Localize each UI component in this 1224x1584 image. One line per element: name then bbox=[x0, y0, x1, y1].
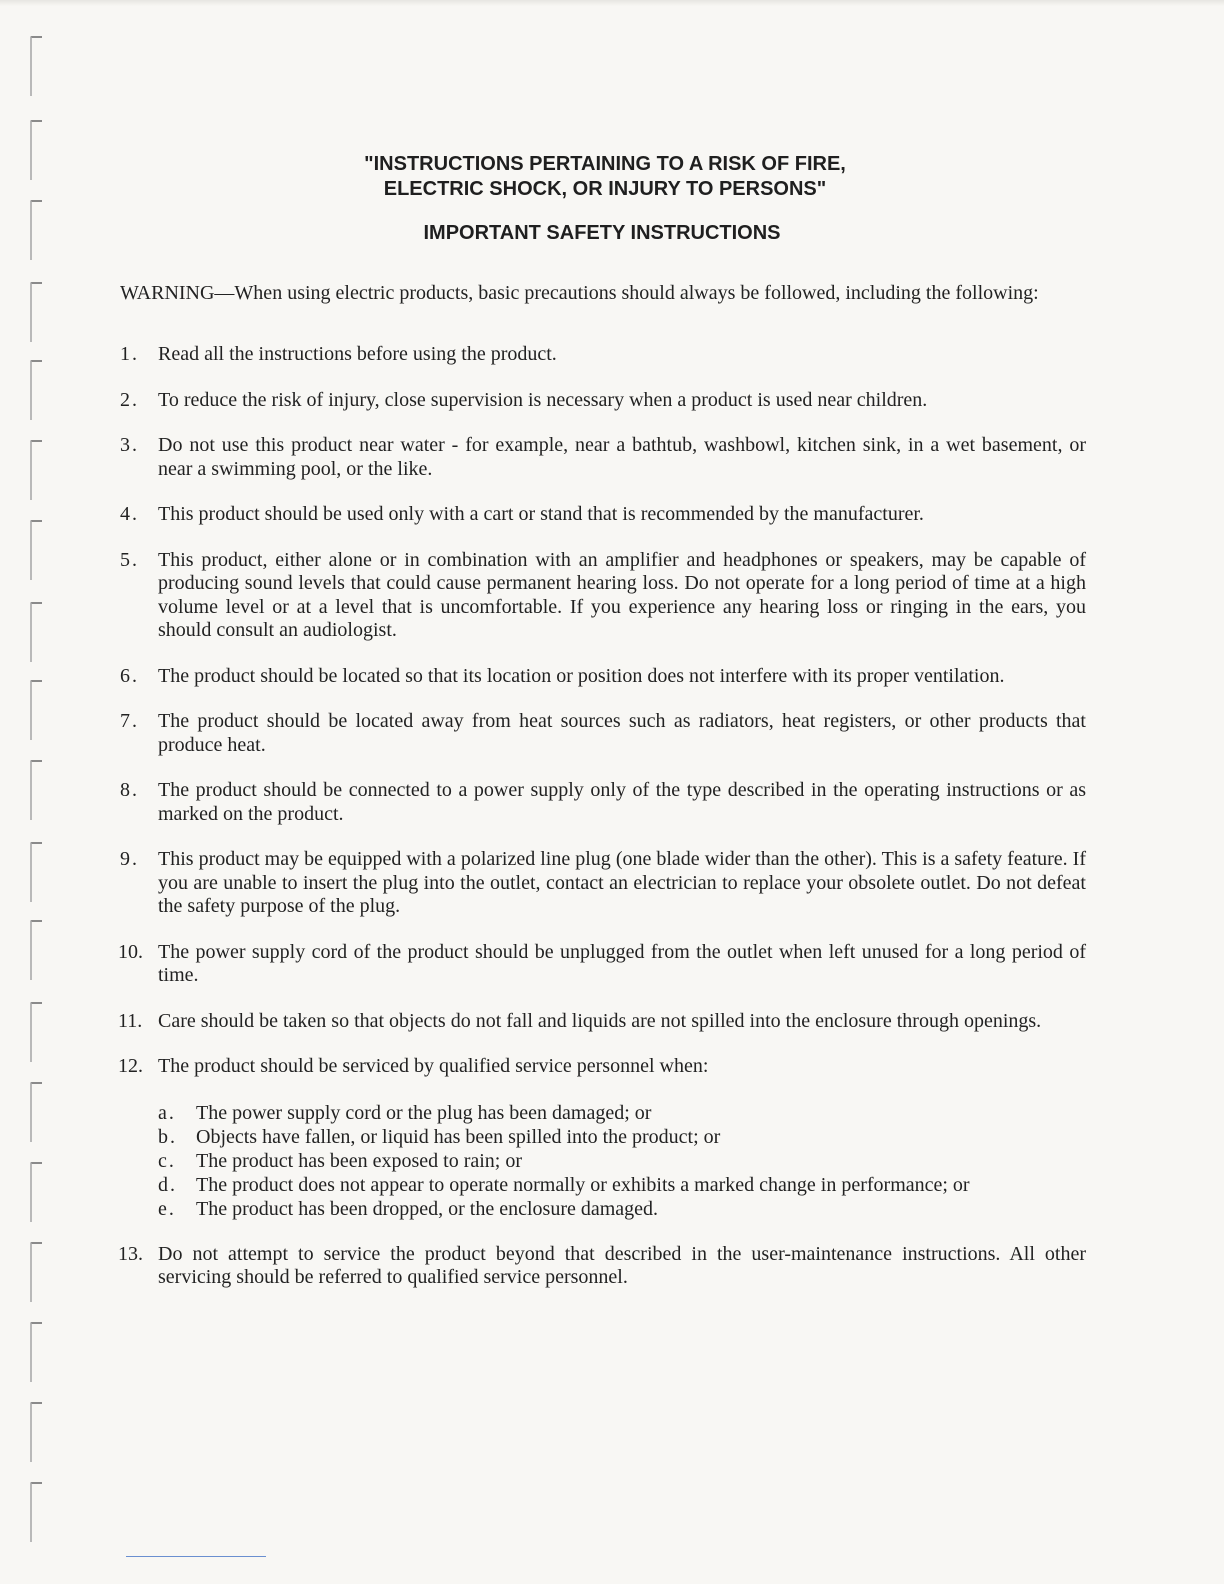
instruction-text: This product should be used only with a cart or stand that is recommended by the manufacturer. bbox=[158, 503, 924, 525]
service-condition-letter: a. bbox=[158, 1101, 176, 1124]
instruction-number: 2. bbox=[120, 388, 139, 411]
service-condition-item bbox=[158, 1125, 1086, 1149]
instruction-number: 13. bbox=[118, 1242, 143, 1265]
instruction-number: 8. bbox=[120, 779, 139, 801]
instruction-text: Care should be taken so that objects do not fall and liquids are not spilled into the enclosure through openings. bbox=[158, 1009, 1042, 1032]
instruction-text: Read all the instructions before using the product. bbox=[158, 343, 557, 365]
service-condition-item bbox=[158, 1149, 1086, 1173]
service-condition-letter: c. bbox=[158, 1149, 176, 1172]
page-top-edge bbox=[0, 0, 1224, 6]
instruction-text: The product should be located so that its location or position does not interfere with its proper ventilation. bbox=[158, 664, 1005, 687]
binding-hole bbox=[30, 440, 42, 500]
instruction-text: Do not attempt to service the product beyond that described in the user-maintenance instructions. All other servicing should be referred to qualified service personnel. bbox=[158, 1242, 1086, 1288]
binding-hole bbox=[30, 1482, 42, 1542]
instruction-number: 7. bbox=[120, 710, 139, 732]
instruction-text: Do not use this product near water - for example, near a bathtub, washbowl, kitchen sink, in a wet basement, or near a swimming pool, or the like. bbox=[158, 434, 1086, 480]
service-condition-text: Objects have fallen, or liquid has been spilled into the product; or bbox=[196, 1125, 721, 1148]
binding-hole bbox=[30, 1162, 42, 1222]
binding-hole bbox=[30, 200, 42, 260]
page-title-line-2: ELECTRIC SHOCK, OR INJURY TO PERSONS" bbox=[383, 178, 827, 200]
service-condition-item bbox=[158, 1101, 1086, 1125]
binding-hole bbox=[30, 282, 42, 342]
binding-hole bbox=[30, 1402, 42, 1462]
binding-hole bbox=[30, 1002, 42, 1062]
binding-hole bbox=[30, 920, 42, 980]
instruction-number: 12. bbox=[118, 1055, 143, 1077]
instruction-text: The power supply cord of the product should be unplugged from the outlet when left unused for a long period of time. bbox=[158, 940, 1086, 986]
page-subtitle-text: IMPORTANT SAFETY INSTRUCTIONS bbox=[423, 222, 781, 244]
binding-hole bbox=[30, 602, 42, 662]
binding-hole bbox=[30, 36, 42, 96]
instruction-item bbox=[118, 503, 1086, 527]
service-condition-item bbox=[158, 1197, 1086, 1221]
instruction-item bbox=[118, 343, 1086, 367]
instruction-item bbox=[118, 710, 1086, 757]
instruction-item bbox=[118, 389, 1086, 413]
service-condition-text: The product has been dropped, or the enclosure damaged. bbox=[196, 1197, 659, 1220]
instruction-item bbox=[118, 665, 1086, 689]
binding-hole bbox=[30, 842, 42, 902]
instruction-item bbox=[118, 779, 1086, 826]
binding-holes bbox=[22, 20, 52, 1560]
service-condition-letter: b. bbox=[158, 1125, 177, 1148]
page-title-line-1: "INSTRUCTIONS PERTAINING TO A RISK OF FIRE, bbox=[364, 153, 846, 175]
service-condition-letter: d. bbox=[158, 1173, 177, 1196]
binding-hole bbox=[30, 520, 42, 580]
instruction-number: 6. bbox=[120, 664, 139, 687]
instruction-text: The product should be connected to a power supply only of the type described in the operating instructions or as marked on the product. bbox=[158, 779, 1086, 825]
instruction-list bbox=[118, 343, 1086, 1312]
instruction-number: 9. bbox=[120, 848, 139, 870]
instruction-text: To reduce the risk of injury, close supervision is necessary when a product is used near children. bbox=[158, 388, 928, 411]
service-condition-text: The product does not appear to operate normally or exhibits a marked change in performance; or bbox=[196, 1173, 970, 1196]
instruction-number: 5. bbox=[120, 548, 139, 571]
binding-hole bbox=[30, 1322, 42, 1382]
instruction-text: The product should be located away from heat sources such as radiators, heat registers, or other products that produce heat. bbox=[158, 710, 1086, 756]
instruction-text: The product should be serviced by qualified service personnel when: bbox=[158, 1055, 709, 1077]
instruction-item bbox=[118, 1010, 1086, 1034]
binding-hole bbox=[30, 360, 42, 420]
instruction-number: 1. bbox=[120, 343, 139, 365]
binding-hole bbox=[30, 120, 42, 180]
instruction-item bbox=[118, 941, 1086, 988]
warning-paragraph: WARNING—When using electric products, basic precautions should always be followed, including the following: bbox=[120, 282, 1039, 304]
instruction-item bbox=[118, 549, 1086, 643]
service-condition-list bbox=[158, 1101, 1086, 1221]
binding-hole bbox=[30, 1242, 42, 1302]
service-condition-text: The product has been exposed to rain; or bbox=[196, 1149, 523, 1172]
instruction-text: This product, either alone or in combination with an amplifier and headphones or speakers, may be capable of producing sound levels that could cause permanent hearing loss. Do not operate for a long period of time at a high volume level or at a level that is uncomfortable. If you experience any hearing loss or ringing in the ears, you should consult an audiologist. bbox=[158, 548, 1086, 641]
instruction-number: 11. bbox=[118, 1009, 143, 1032]
footer-rule bbox=[126, 1556, 266, 1557]
instruction-item bbox=[118, 1243, 1086, 1290]
instruction-text: This product may be equipped with a polarized line plug (one blade wider than the other). This is a safety feature. If you are unable to insert the plug into the outlet, contact an electrician to replace your obsolete outlet. Do not defeat the safety purpose of the plug. bbox=[158, 848, 1086, 917]
instruction-item bbox=[118, 848, 1086, 919]
instruction-item bbox=[118, 1055, 1086, 1221]
instruction-number: 3. bbox=[120, 434, 139, 456]
service-condition-item bbox=[158, 1173, 1086, 1197]
instruction-number: 10. bbox=[118, 940, 143, 963]
service-condition-letter: e. bbox=[158, 1197, 176, 1220]
instruction-number: 4. bbox=[120, 503, 139, 525]
binding-hole bbox=[30, 760, 42, 820]
instruction-item bbox=[118, 434, 1086, 481]
binding-hole bbox=[30, 680, 42, 740]
binding-hole bbox=[30, 1082, 42, 1142]
service-condition-text: The power supply cord or the plug has been damaged; or bbox=[196, 1101, 652, 1124]
